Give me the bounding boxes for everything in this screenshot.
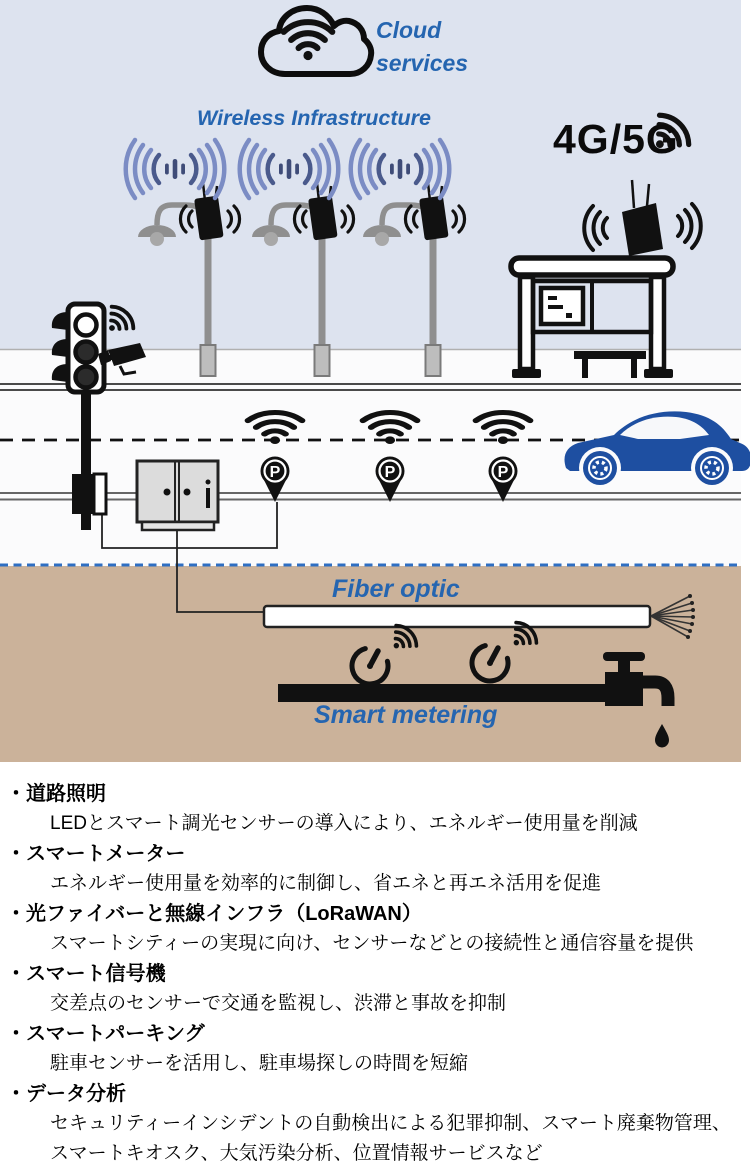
feature-title: ・データ分析 — [6, 1083, 126, 1105]
feature-description: スマートシティーの実現に向け、センサーなどとの接続性と通信容量を提供 — [50, 933, 694, 954]
water-pipe-icon — [278, 684, 618, 702]
feature-title: ・スマート信号機 — [6, 963, 166, 985]
parking-letter: P — [497, 464, 509, 481]
feature-description: LEDとスマート調光センサーの導入により、エネルギー使用量を削減 — [50, 813, 638, 834]
fiber-optic-label: Fiber optic — [332, 575, 460, 603]
cellular-4g5g-label: 4G/5G — [553, 116, 679, 162]
wheel-icon — [583, 451, 617, 485]
feature-list — [0, 765, 750, 1169]
smart-metering-label: Smart metering — [314, 701, 498, 729]
cloud-services-line1: Cloud — [376, 17, 442, 43]
feature-title: ・道路照明 — [6, 783, 106, 805]
feature-description: エネルギー使用量を効率的に制御し、省エネと再エネ活用を促進 — [50, 873, 602, 894]
parking-letter: P — [269, 464, 281, 481]
feature-description: 駐車センサーを活用し、駐車場探しの時間を短縮 — [50, 1053, 469, 1074]
utility-cabinet-icon — [137, 461, 218, 530]
wireless-infrastructure-label: Wireless Infrastructure — [197, 106, 432, 130]
feature-title: ・スマートパーキング — [6, 1023, 205, 1045]
feature-title: ・光ファイバーと無線インフラ（LoRaWAN） — [6, 903, 422, 925]
parking-letter: P — [384, 464, 396, 481]
wheel-icon — [695, 451, 729, 485]
feature-title: ・スマートメーター — [6, 843, 186, 865]
cloud-services-line2: services — [376, 50, 469, 76]
feature-description: 交差点のセンサーで交通を監視し、渋滞と事故を抑制 — [50, 993, 507, 1014]
feature-description: セキュリティーインシデントの自動検出による犯罪抑制、スマート廃棄物管理、スマートキオスク、大気汚染分析、位置情報サービスなど — [50, 1113, 731, 1164]
cloud-services-label — [376, 14, 468, 80]
